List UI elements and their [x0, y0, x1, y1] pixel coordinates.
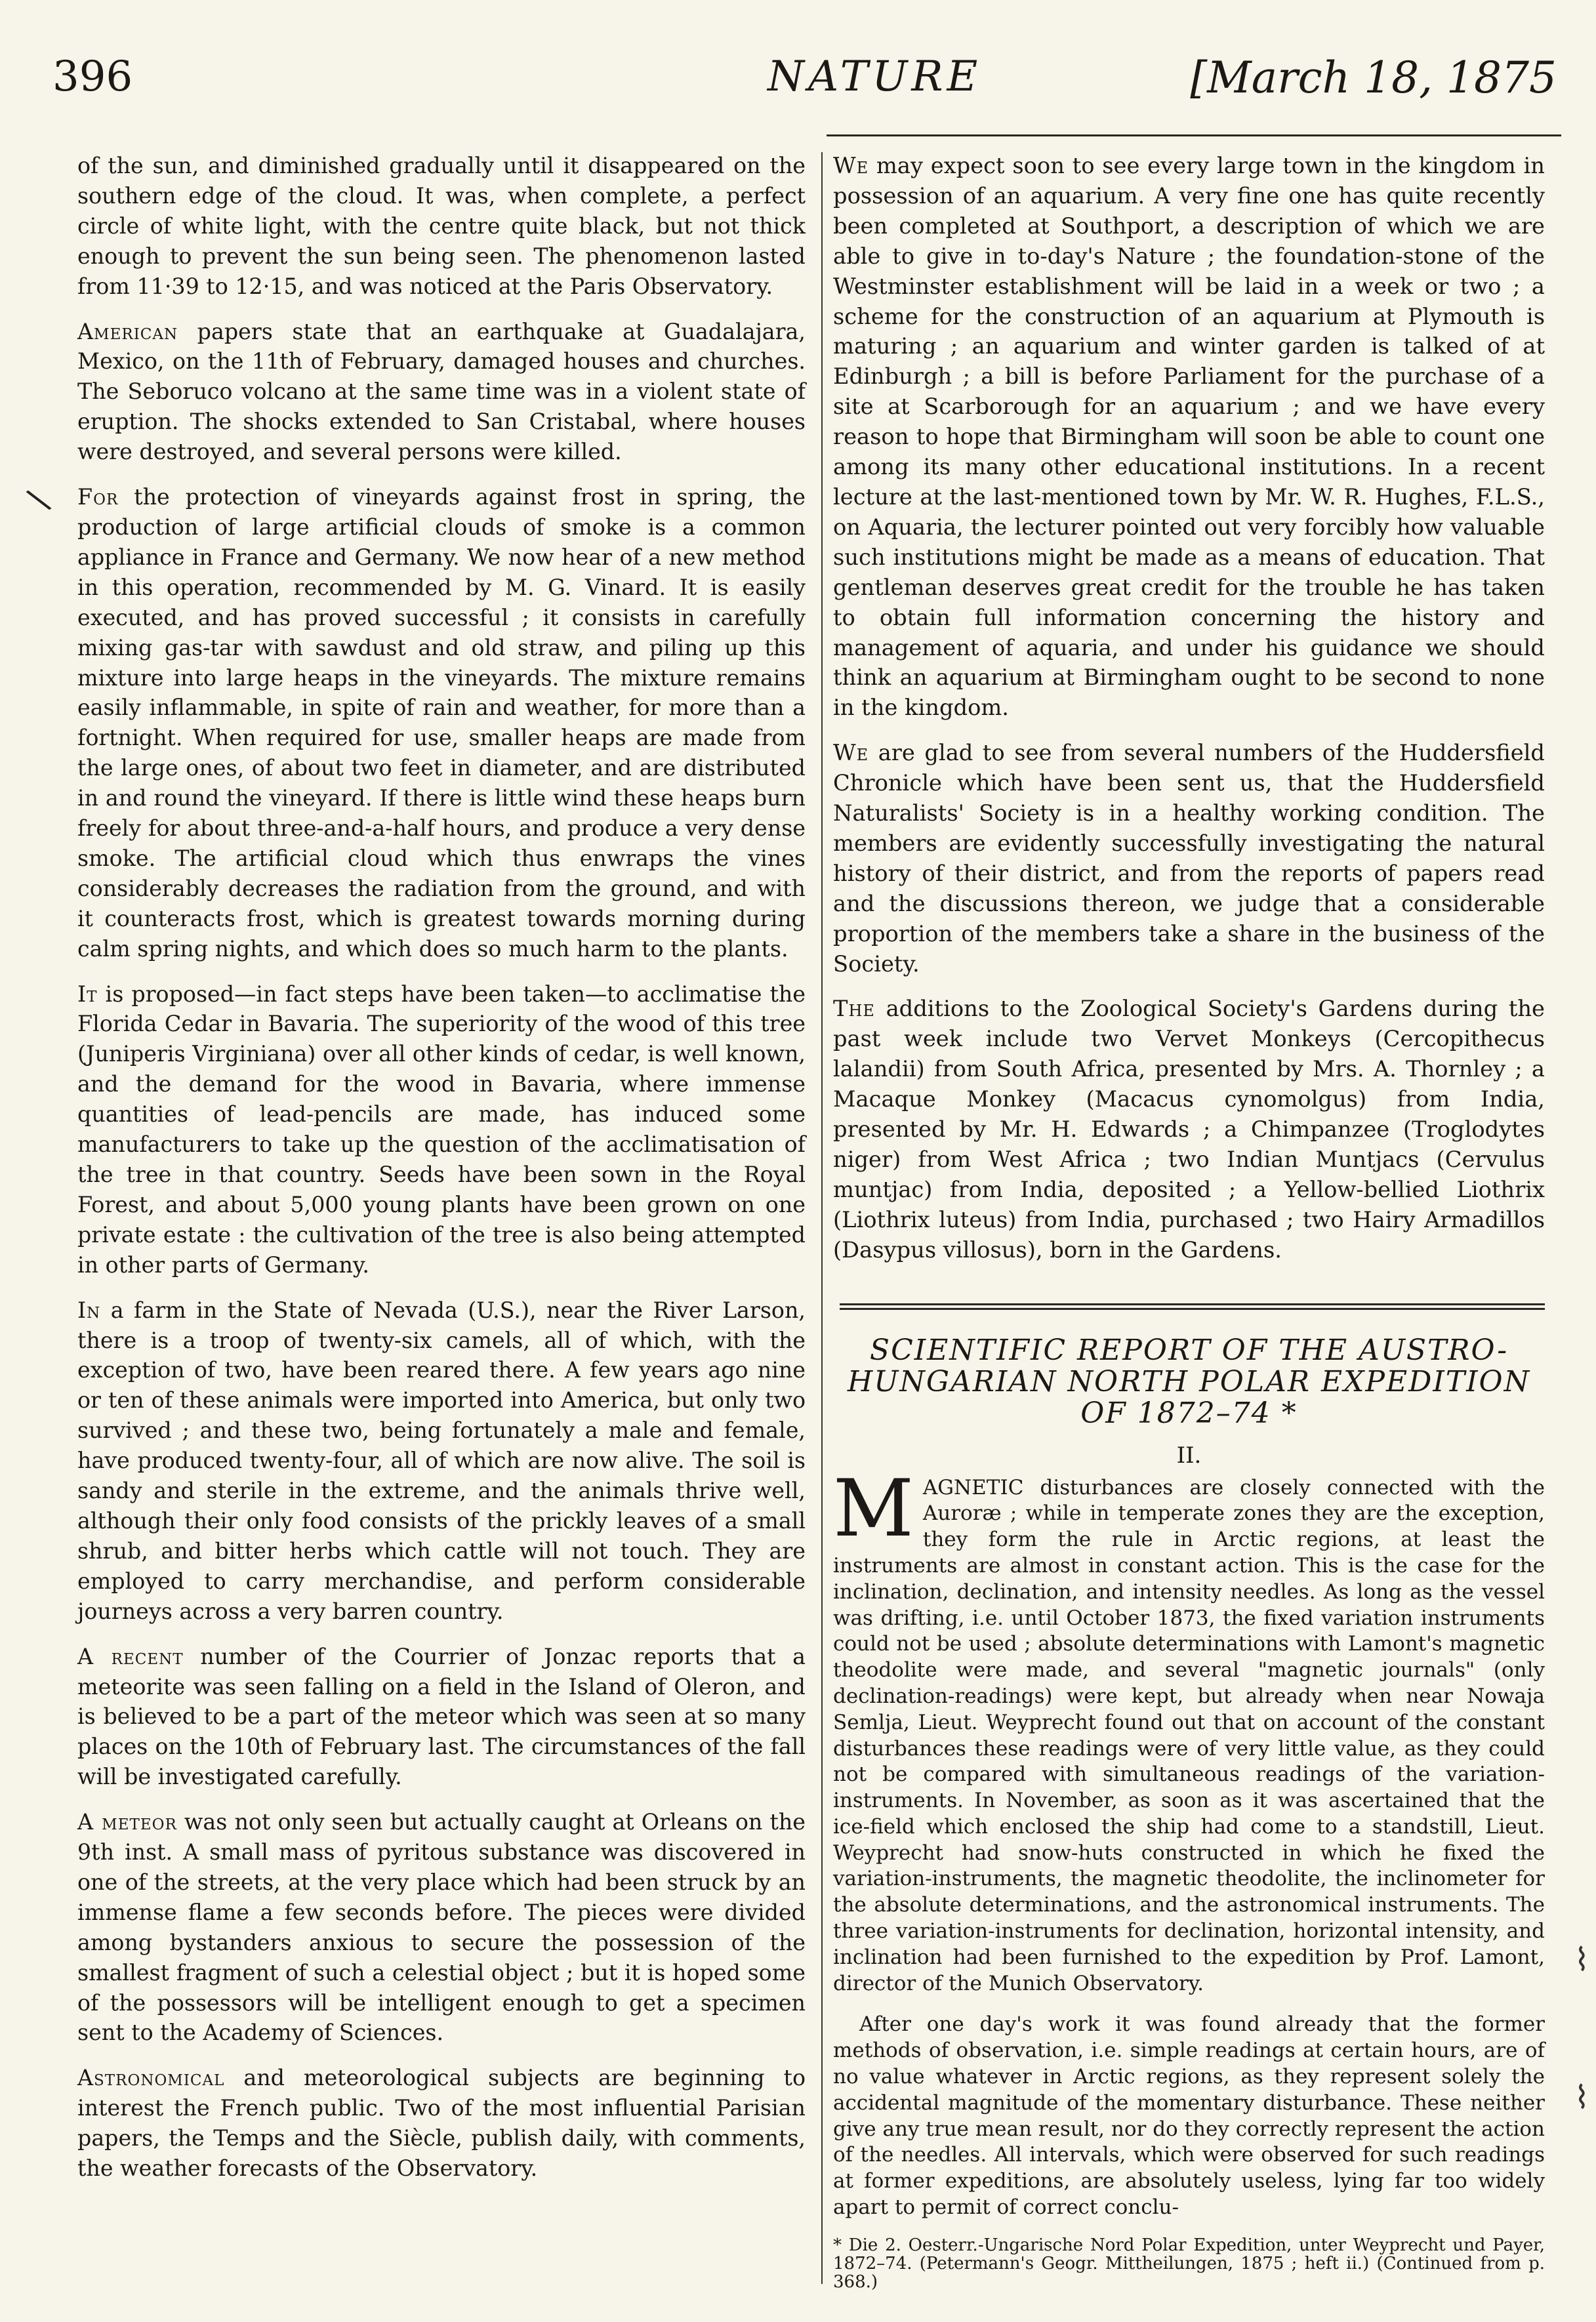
article-body	[833, 1463, 1545, 2221]
news-paragraph: For the protection of vineyards against frost in spring, the production of large artificial clouds of smoke is a common appliance in France and Germany. We now hear of a new method in this operation, recommended by M. G. Vinard. It is easily executed, and has proved successful ; it consists in carefully mixing gas-tar with sawdust and old straw, and piling up this mixture into large heaps in the vineyards. The mixture remains easily inflammable, in spite of rain and weather, for more than a fortnight. When required for use, smaller heaps are made from the large ones, of about two feet in diameter, and are distributed in and round the vineyard. If there is little wind these heaps burn freely for about three-and-a-half hours, and produce a very dense smoke. The artificial cloud which thus enwraps the vines considerably decreases the radiation from the ground, and with it counteracts frost, which is greatest towards morning during calm spring nights, and which does so much harm to the plants.	[77, 484, 806, 962]
page-header	[52, 52, 1570, 131]
drop-cap: M	[833, 1463, 914, 1555]
column-divider	[821, 152, 823, 2284]
margin-mark: \	[22, 480, 55, 519]
news-paragraph: We are glad to see from several numbers of the Huddersfield Chronicle which have been sent us, that the Huddersfield Naturalists' Society is in a healthy working condition. The members are evidently successfully investigating the natural history of their district, and from the reports of papers read and the discussions thereon, we judge that a considerable proportion of the members take a share in the business of the Society.	[833, 740, 1545, 977]
news-paragraph: It is proposed—in fact steps have been taken—to acclimatise the Florida Cedar in Bavaria. The superiority of the wood of this tree (Juniperis Virginiana) over all other kinds of cedar, is well known, and the demand for the wood in Bavaria, where immense quantities of lead-pencils are made, has induced some manufacturers to take up the question of the acclimatisation of the tree in that country. Seeds have been sown in the Royal Forest, and about 5,000 young plants have been grown on one private estate : the cultivation of the tree is also being attempted in other parts of Germany.	[77, 981, 806, 1278]
article-part: II.	[1176, 1442, 1202, 1469]
issue-date: [March 18, 1875	[1190, 52, 1557, 103]
news-paragraph: The additions to the Zoological Society's Gardens during the past week include two Vervet Monkeys (Cercopithecus lalandii) from South Africa, presented by Mrs. A. Thornley ; a Macaque Monkey (Macacus cynomolgus) from India, presented by Mr. H. Edwards ; a Chimpanzee (Troglodytes niger) from West Africa ; two Indian Muntjacs (Cervulus muntjac) from India, deposited ; a Yellow-bellied Liothrix (Liothrix luteus) from India, purchased ; two Hairy Armadillos (Dasypus villosus), born in the Gardens.	[833, 996, 1545, 1263]
header-rule	[827, 134, 1561, 136]
edge-mark: ⌇	[1574, 2079, 1589, 2116]
news-paragraph: of the sun, and diminished gradually until it disappeared on the southern edge of the cloud. It was, when complete, a perfect circle of white light, with the centre quite black, but not thick enough to prevent the sun being seen. The phenomenon lasted from 11·39 to 12·15, and was noticed at the Paris Observatory.	[77, 153, 806, 299]
article-paragraph: MAGNETIC disturbances are closely connected with the Auroræ ; while in temperate zones they are the exception, they form the rule in Arctic regions, at least the instruments are almost in constant action. This is the case for the inclination, declination, and intensity needles. As long as the vessel was drifting, i.e. until October 1873, the fixed variation instruments could not be used ; absolute determinations with Lamont's magnetic theodolite were made, and several "magnetic journals" (only declination-readings) were kept, but already when near Nowaja Semlja, Lieut. Weyprecht found out that on account of the constant disturbances these readings were of very little value, as they could not be compared with simultaneous readings of the variation-instruments. In November, as soon as it was ascertained that the ice-field which enclosed the ship had come to a standstill, Lieut. Weyprecht had snow-huts constructed in which he fixed the variation-instruments, the magnetic theodolite, the inclinometer for the absolute determinations, and the astronomical instruments. The three variation-instruments for declination, horizontal intensity, and inclination had been furnished to the expedition by Prof. Lamont, director of the Munich Observatory.	[833, 1463, 1545, 1995]
news-paragraph: American papers state that an earthquake at Guadalajara, Mexico, on the 11th of February, damaged houses and churches. The Seboruco volcano at the same time was in a violent state of eruption. The shocks extended to San Cristabal, where houses were destroyed, and several persons were killed.	[77, 318, 806, 465]
footnote: * Die 2. Oesterr.-Ungarische Nord Polar Expedition, unter Weyprecht und Payer, 1872–74. (Petermann's Geogr. Mittheilungen, 1875 ; heft ii.) (Continued from p. 368.)	[833, 2235, 1545, 2292]
news-paragraph: A meteor was not only seen but actually caught at Orleans on the 9th inst. A small mass of pyritous substance was discovered in one of the streets, at the very place which had been struck by an immense flame a few seconds before. The pieces were divided among bystanders anxious to secure the possession of the smallest fragment of such a celestial object ; but it is hoped some of the possessors will be intelligent enough to get a specimen sent to the Academy of Sciences.	[77, 1809, 806, 2046]
news-paragraph: A recent number of the Courrier of Jonzac reports that a meteorite was seen falling on a field in the Island of Oleron, and is believed to be a part of the meteor which was seen at so many places on the 10th of February last. The circumstances of the fall will be investigated carefully.	[77, 1643, 806, 1790]
journal-title: NATURE	[767, 52, 982, 101]
article-title: SCIENTIFIC REPORT OF THE AUSTRO-HUNGARIAN NORTH POLAR EXPEDITION OF 1872–74 *	[847, 1333, 1531, 1430]
right-column	[833, 151, 1545, 2291]
left-column	[77, 151, 806, 2199]
edge-mark: ⌇	[1574, 1942, 1589, 1978]
section-divider	[840, 1303, 1545, 1310]
article-paragraph: After one day's work it was found already that the former methods of observation, i.e. simple readings at certain hours, are of no value whatever in Arctic regions, as they represent solely the accidental magnitude of the momentary disturbance. These neither give any true mean result, nor do they correctly represent the action of the needles. All intervals, which were observed for such readings at former expeditions, are absolutely useless, lying far too widely apart to permit of correct conclu-	[833, 2012, 1545, 2220]
page-number: 396	[52, 52, 133, 101]
news-paragraph: Astronomical and meteorological subjects are beginning to interest the French public. Two of the most influential Parisian papers, the Temps and the Siècle, publish daily, with comments, the weather forecasts of the Observatory.	[77, 2065, 806, 2182]
news-paragraph: In a farm in the State of Nevada (U.S.), near the River Larson, there is a troop of twenty-six camels, all of which, with the exception of two, have been reared there. A few years ago nine or ten of these animals were imported into America, but only two survived ; and these two, being fortunately a male and female, have produced twenty-four, all of which are now alive. The soil is sandy and sterile in the extreme, and the animals thrive well, although their only food consists of the prickly leaves of a small shrub, and bitter herbs which cattle will not touch. They are employed to carry merchandise, and perform considerable journeys across a very barren country.	[77, 1297, 806, 1624]
news-paragraph: We may expect soon to see every large town in the kingdom in possession of an aquarium. A very fine one has quite recently been completed at Southport, a description of which we are able to give in to-day's Nature ; the foundation-stone of the Westminster establishment will be laid in a week or two ; a scheme for the construction of an aquarium at Plymouth is maturing ; an aquarium and winter garden is talked of at Edinburgh ; a bill is before Parliament for the purchase of a site at Scarborough for an aquarium ; and we have every reason to hope that Birmingham will soon be able to count one among its many other educational institutions. In a recent lecture at the last-mentioned town by Mr. W. R. Hughes, F.L.S., on Aquaria, the lecturer pointed out very forcibly how valuable such institutions might be made as a means of education. That gentleman deserves great credit for the trouble he has taken to obtain full information concerning the history and management of aquaria, and under his guidance we should think an aquarium at Birmingham ought to be second to none in the kingdom.	[833, 153, 1545, 721]
